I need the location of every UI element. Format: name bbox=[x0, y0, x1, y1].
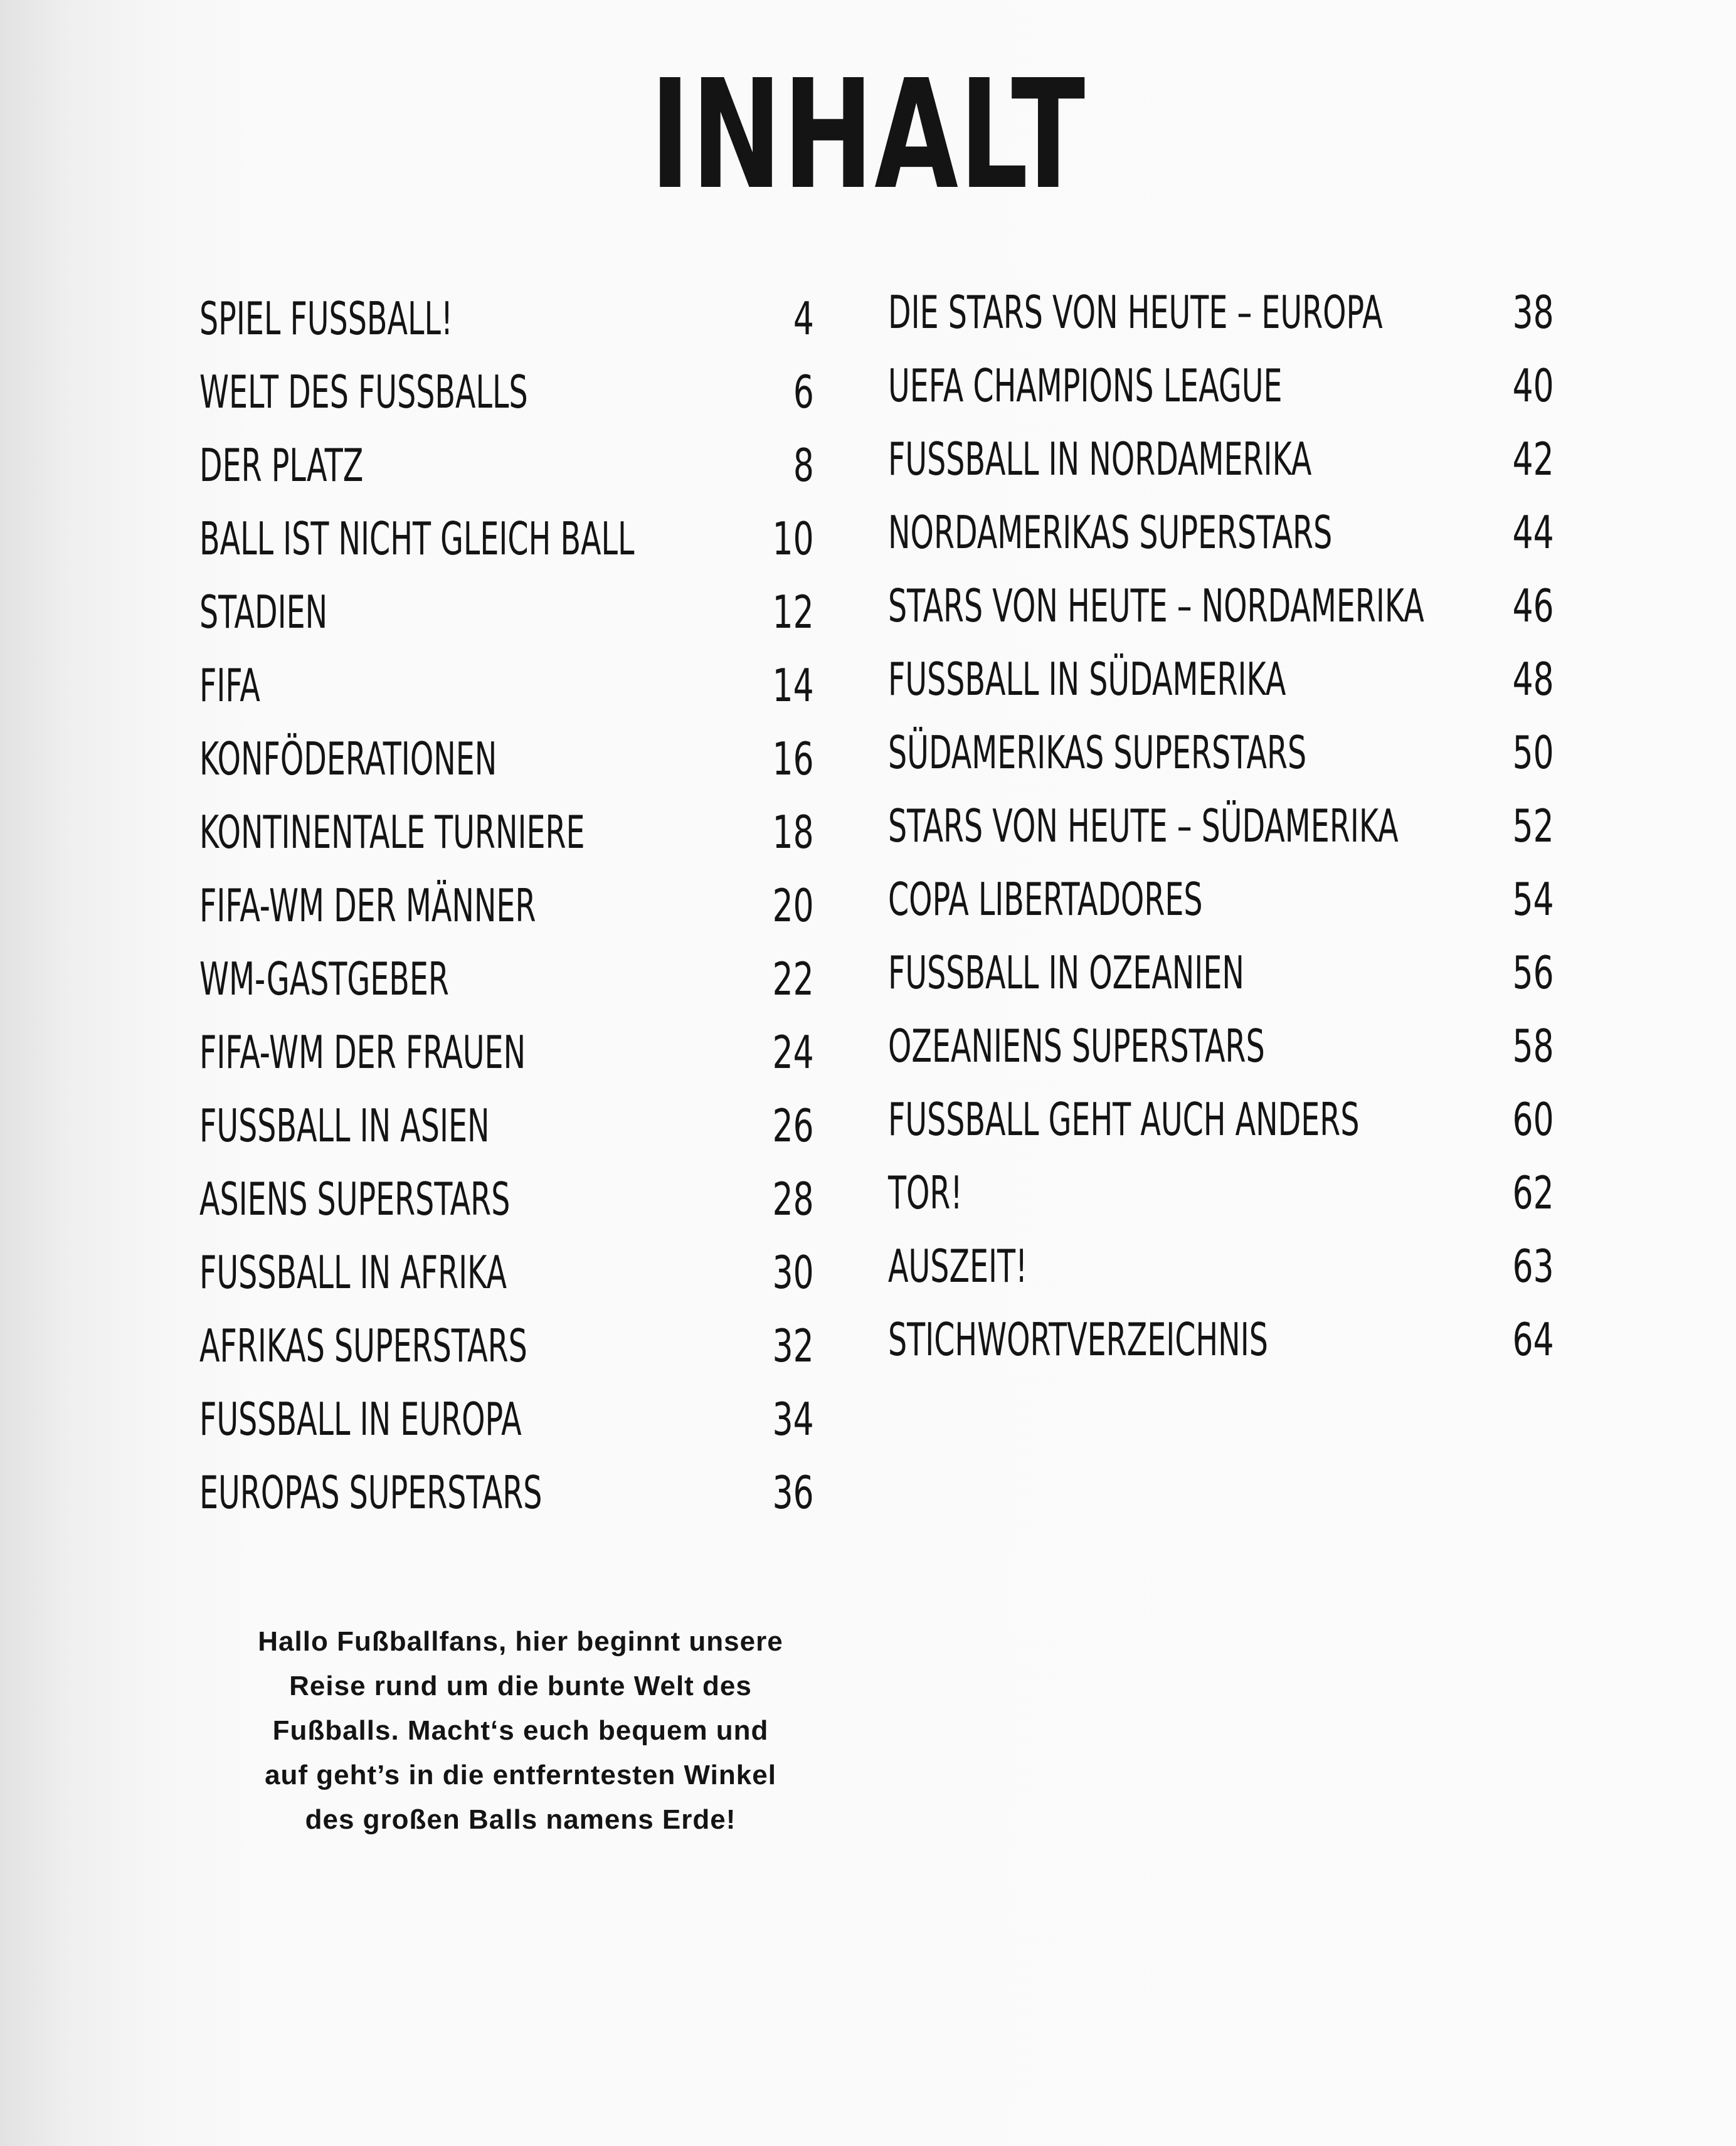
toc-entry bbox=[199, 429, 814, 502]
toc-entry bbox=[199, 282, 814, 356]
toc-entry-page: 24 bbox=[773, 1026, 814, 1079]
toc-entry-page: 56 bbox=[1513, 946, 1554, 999]
toc-entry bbox=[199, 356, 814, 429]
toc-entry-title: FUSSBALL IN NORDAMERIKA bbox=[888, 433, 1312, 485]
toc-entry bbox=[199, 943, 814, 1016]
toc-entry bbox=[888, 1303, 1554, 1377]
toc-entry-page: 52 bbox=[1513, 800, 1554, 852]
toc-entry bbox=[888, 349, 1554, 423]
toc-entry-title: DIE STARS VON HEUTE – EUROPA bbox=[888, 286, 1383, 339]
toc-entry bbox=[888, 496, 1554, 569]
toc-entry bbox=[199, 1456, 814, 1530]
toc-entry bbox=[199, 1383, 814, 1456]
toc-entry-page: 20 bbox=[773, 879, 814, 932]
toc-entry-title: FIFA-WM DER FRAUEN bbox=[199, 1026, 526, 1079]
toc-entry bbox=[888, 276, 1554, 349]
toc-entry-page: 36 bbox=[773, 1466, 814, 1519]
toc-entry-page: 6 bbox=[793, 366, 814, 418]
toc-entry-title: BALL IST NICHT GLEICH BALL bbox=[199, 512, 635, 565]
intro-text bbox=[232, 1619, 809, 1842]
toc-entry-title: SÜDAMERIKAS SUPERSTARS bbox=[888, 726, 1307, 779]
intro-line: Reise rund um die bunte Welt des bbox=[289, 1671, 752, 1701]
toc-entry-page: 26 bbox=[773, 1099, 814, 1152]
toc-entry-title: ASIENS SUPERSTARS bbox=[199, 1173, 511, 1225]
toc-entry-page: 10 bbox=[773, 512, 814, 565]
toc-entry-page: 63 bbox=[1513, 1240, 1554, 1292]
intro-line: Hallo Fußballfans, hier beginnt unsere bbox=[258, 1626, 783, 1657]
toc-entry-title: AUSZEIT! bbox=[888, 1240, 1028, 1292]
toc-entry-page: 48 bbox=[1513, 653, 1554, 706]
toc-entry-title: KONFÖDERATIONEN bbox=[199, 732, 497, 785]
toc-entry-title: WELT DES FUSSBALLS bbox=[199, 366, 528, 418]
toc-entry-page: 46 bbox=[1513, 579, 1554, 632]
toc-entry-title: AFRIKAS SUPERSTARS bbox=[199, 1319, 527, 1372]
toc-entry bbox=[888, 936, 1554, 1010]
toc-entry-title: FIFA bbox=[199, 659, 260, 712]
toc-entry-page: 40 bbox=[1513, 359, 1554, 412]
toc-entry bbox=[199, 576, 814, 649]
toc-entry-title: TOR! bbox=[888, 1166, 963, 1219]
toc-entry bbox=[888, 790, 1554, 863]
toc-entry-title: KONTINENTALE TURNIERE bbox=[199, 806, 585, 859]
toc-entry-title: FUSSBALL IN EUROPA bbox=[199, 1393, 522, 1446]
toc-entry-page: 42 bbox=[1513, 433, 1554, 485]
toc-entry bbox=[199, 649, 814, 722]
toc-entry-title: STARS VON HEUTE – NORDAMERIKA bbox=[888, 579, 1424, 632]
toc-entry-page: 54 bbox=[1513, 873, 1554, 926]
toc-entry-page: 44 bbox=[1513, 506, 1554, 559]
toc-entry-page: 62 bbox=[1513, 1166, 1554, 1219]
toc-entry bbox=[888, 423, 1554, 496]
toc-column-right bbox=[888, 276, 1554, 1377]
toc-entry-page: 22 bbox=[773, 953, 814, 1005]
toc-entry bbox=[199, 502, 814, 576]
toc-entry bbox=[888, 1083, 1554, 1156]
toc-entry-page: 4 bbox=[793, 292, 814, 345]
toc-entry bbox=[888, 1230, 1554, 1303]
toc-entry bbox=[199, 1236, 814, 1309]
toc-entry-title: FIFA-WM DER MÄNNER bbox=[199, 879, 536, 932]
toc-entry bbox=[199, 722, 814, 796]
toc-entry-page: 28 bbox=[773, 1173, 814, 1225]
toc-entry-title: FUSSBALL GEHT AUCH ANDERS bbox=[888, 1093, 1360, 1146]
toc-entry bbox=[888, 569, 1554, 643]
toc-entry-title: SPIEL FUSSBALL! bbox=[199, 292, 453, 345]
toc-entry-title: COPA LIBERTADORES bbox=[888, 873, 1203, 926]
toc-column-left bbox=[199, 282, 814, 1530]
toc-entry-page: 64 bbox=[1513, 1313, 1554, 1366]
toc-entry bbox=[199, 1309, 814, 1383]
toc-entry bbox=[199, 1163, 814, 1236]
toc-entry-page: 60 bbox=[1513, 1093, 1554, 1146]
toc-entry-page: 58 bbox=[1513, 1020, 1554, 1072]
toc-entry-page: 38 bbox=[1513, 286, 1554, 339]
toc-entry bbox=[199, 796, 814, 869]
page-title: INHALT bbox=[650, 47, 1086, 223]
toc-entry-page: 16 bbox=[773, 732, 814, 785]
toc-entry-title: STARS VON HEUTE – SÜDAMERIKA bbox=[888, 800, 1399, 852]
toc-entry bbox=[888, 1010, 1554, 1083]
toc-entry-title: DER PLATZ bbox=[199, 439, 364, 492]
toc-entry-title: STADIEN bbox=[199, 586, 328, 638]
toc-entry-title: FUSSBALL IN SÜDAMERIKA bbox=[888, 653, 1286, 706]
toc-entry bbox=[888, 863, 1554, 936]
toc-entry-title: UEFA CHAMPIONS LEAGUE bbox=[888, 359, 1283, 412]
toc-entry-page: 12 bbox=[773, 586, 814, 638]
toc-entry-page: 32 bbox=[773, 1319, 814, 1372]
toc-entry-page: 18 bbox=[773, 806, 814, 859]
toc-entry-page: 8 bbox=[793, 439, 814, 492]
toc-entry-title: NORDAMERIKAS SUPERSTARS bbox=[888, 506, 1333, 559]
toc-entry-page: 50 bbox=[1513, 726, 1554, 779]
toc-entry-title: FUSSBALL IN AFRIKA bbox=[199, 1246, 507, 1299]
intro-line: des großen Balls namens Erde! bbox=[305, 1804, 736, 1835]
toc-entry bbox=[199, 1089, 814, 1163]
toc-entry bbox=[888, 643, 1554, 716]
toc-entry-page: 34 bbox=[773, 1393, 814, 1446]
intro-line: auf geht’s in die entferntesten Winkel bbox=[265, 1760, 776, 1790]
toc-entry-title: OZEANIENS SUPERSTARS bbox=[888, 1020, 1265, 1072]
toc-entry-page: 30 bbox=[773, 1246, 814, 1299]
toc-entry bbox=[199, 869, 814, 943]
toc-entry-title: WM-GASTGEBER bbox=[199, 953, 449, 1005]
toc-entry bbox=[888, 716, 1554, 790]
toc-entry-page: 14 bbox=[773, 659, 814, 712]
toc-entry bbox=[888, 1156, 1554, 1230]
toc-entry-title: FUSSBALL IN OZEANIEN bbox=[888, 946, 1244, 999]
toc-entry bbox=[199, 1016, 814, 1089]
toc-entry-title: FUSSBALL IN ASIEN bbox=[199, 1099, 490, 1152]
intro-line: Fußballs. Macht‘s euch bequem und bbox=[272, 1715, 769, 1746]
toc-entry-title: STICHWORTVERZEICHNIS bbox=[888, 1313, 1268, 1366]
toc-entry-title: EUROPAS SUPERSTARS bbox=[199, 1466, 542, 1519]
